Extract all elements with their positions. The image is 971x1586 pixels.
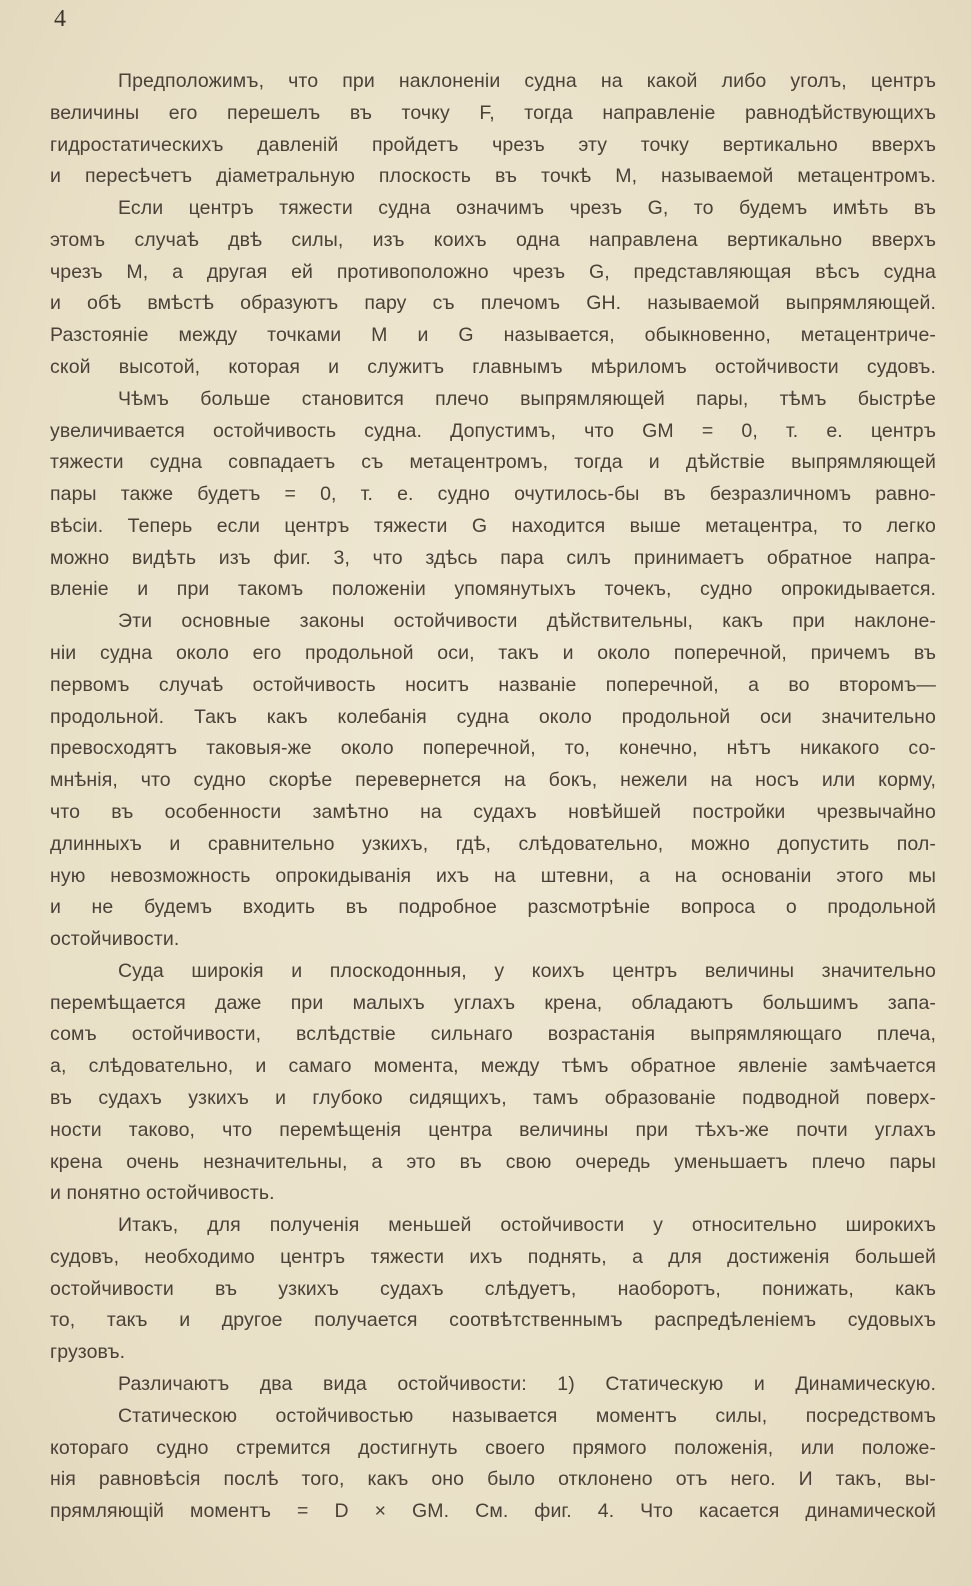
text-line: мнѣнія, что судно скорѣе перевернется на бокъ, нежели на носъ или корму, (50, 769, 936, 792)
text-line: длинныхъ и сравнительно узкихъ, гдѣ, слѣдовательно, можно допустить пол- (50, 832, 936, 855)
text-line: перемѣщается даже при малыхъ углахъ крена, обладаютъ большимъ запа- (50, 991, 936, 1014)
text-line: чрезъ M, а другая ей противоположно чрезъ G, представляющая вѣсъ судна (50, 260, 936, 283)
text-line: пары также будетъ = 0, т. е. судно очутилось-бы въ безразличномъ равно- (50, 483, 936, 506)
text-line: Различаютъ два вида остойчивости: 1) Статическую и Динамическую. (118, 1372, 936, 1395)
text-line: можно видѣть изъ фиг. 3, что здѣсь пара силъ принимаетъ обратное напра- (50, 546, 936, 569)
text-line: сомъ остойчивости, вслѣдствіе сильнаго возрастанія выпрямляющаго плеча, (50, 1023, 936, 1046)
text-line: крена очень незначительны, а это въ свою очередь уменьшаетъ плечо пары (50, 1150, 936, 1173)
text-line: Если центръ тяжести судна означимъ чрезъ G, то будемъ имѣть въ (118, 197, 936, 220)
text-line: въ судахъ узкихъ и глубоко сидящихъ, тамъ образованіе подводной поверх- (50, 1086, 936, 1109)
text-line: котораго судно стремится достигнуть своего прямого положенія, или положе- (50, 1436, 936, 1459)
text-line: прямляющій моментъ = D × GM. См. фиг. 4. Что касается динамической (50, 1500, 936, 1523)
text-line: Статическою остойчивостью называется моментъ силы, посредствомъ (118, 1404, 936, 1427)
text-line: Разстояніе между точками M и G называется, обыкновенно, метацентриче- (50, 324, 936, 347)
text-line: ніи судна около его продольной оси, такъ и около поперечной, причемъ въ (50, 642, 936, 665)
text-line: нія равновѣсія послѣ того, какъ оно было отклонено отъ него. И такъ, вы- (50, 1468, 936, 1491)
text-line: Итакъ, для полученія меньшей остойчивости у относительно широкихъ (118, 1214, 936, 1237)
text-line: и понятно остойчивость. (50, 1182, 275, 1205)
text-line: ности таково, что перемѣщенія центра величины при тѣхъ-же почти углахъ (50, 1118, 936, 1141)
text-line: остойчивости въ узкихъ судахъ слѣдуетъ, наоборотъ, понижать, какъ (50, 1277, 936, 1300)
text-line: продольной. Такъ какъ колебанія судна около продольной оси значительно (50, 705, 936, 728)
text-line: гидростатическихъ давленій пройдетъ чрезъ эту точку вертикально вверхъ (50, 133, 936, 156)
text-line: этомъ случаѣ двѣ силы, изъ коихъ одна направлена вертикально вверхъ (50, 228, 936, 251)
text-line: и пересѣчетъ діаметральную плоскость въ точкѣ M, называемой метацентромъ. (50, 165, 936, 188)
text-line: то, такъ и другое получается соотвѣтственнымъ распредѣленіемъ судовыхъ (50, 1309, 936, 1332)
text-line: грузовъ. (50, 1341, 126, 1364)
text-line: Эти основные законы остойчивости дѣйствительны, какъ при наклоне- (118, 610, 936, 633)
text-line: судовъ, необходимо центръ тяжести ихъ поднять, а для достиженія большей (50, 1245, 936, 1268)
page-number: 4 (54, 6, 66, 32)
text-line: что въ особенности замѣтно на судахъ новѣйшей постройки чрезвычайно (50, 800, 936, 823)
text-line: ную невозможность опрокидыванія ихъ на штевни, а на основаніи этого мы (50, 864, 936, 887)
text-line: и не будемъ входить въ подробное разсмотрѣніе вопроса о продольной (50, 896, 936, 919)
text-line: первомъ случаѣ остойчивость носитъ названіе поперечной, а во второмъ— (50, 673, 936, 696)
text-line: остойчивости. (50, 928, 180, 951)
text-line: а, слѣдовательно, и самаго момента, между тѣмъ обратное явленіе замѣчается (50, 1055, 936, 1078)
text-line: величины его перешелъ въ точку F, тогда направленіе равнодѣйствующихъ (50, 101, 936, 124)
text-line: Предположимъ, что при наклоненіи судна на какой либо уголъ, центръ (118, 70, 936, 92)
text-line: вѣсіи. Теперь если центръ тяжести G находится выше метацентра, то легко (50, 514, 936, 537)
text-line: Суда широкія и плоскодонныя, у коихъ центръ величины значительно (118, 959, 936, 982)
text-line: вленіе и при такомъ положеніи упомянутыхъ точекъ, судно опрокидывается. (50, 578, 936, 601)
text-line: ской высотой, которая и служитъ главнымъ мѣриломъ остойчивости судовъ. (50, 356, 936, 379)
text-line: увеличивается остойчивость судна. Допустимъ, что GM = 0, т. е. центръ (50, 419, 936, 442)
text-line: превосходятъ таковыя-же около поперечной, то, конечно, нѣтъ никакого со- (50, 737, 936, 760)
text-line: и обѣ вмѣстѣ образуютъ пару съ плечомъ GH. называемой выпрямляющей. (50, 292, 936, 315)
text-line: Чѣмъ больше становится плечо выпрямляющей пары, тѣмъ быстрѣе (118, 387, 936, 410)
text-line: тяжести судна совпадаетъ съ метацентромъ, тогда и дѣйствіе выпрямляющей (50, 451, 936, 474)
